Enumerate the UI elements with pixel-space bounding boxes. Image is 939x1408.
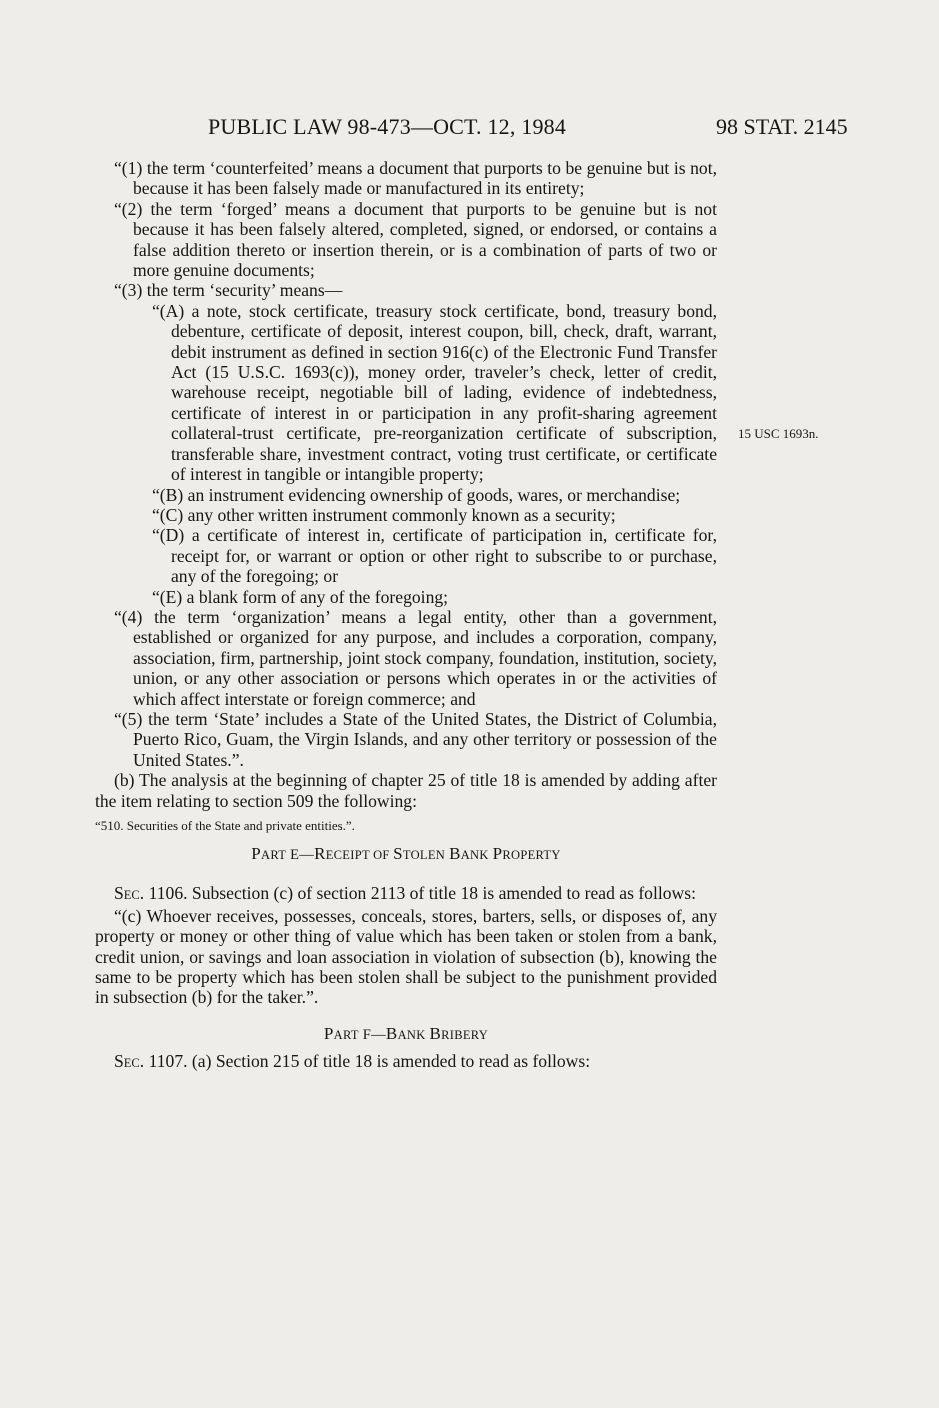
subsection-b-analysis: (b) The analysis at the beginning of chapter 25 of title 18 is amended by adding after the item relating to section 509 the following: — [95, 770, 717, 811]
margin-citation: 15 USC 1693n. — [738, 426, 819, 441]
analysis-item: “510. Securities of the State and private entities.”. — [95, 818, 355, 833]
section-label: SEC — [114, 883, 140, 904]
part-f-heading: PART F—BANK BRIBERY — [323, 1023, 489, 1043]
definition-organization: “(4) the term ‘organization’ means a legal entity, other than a government, established or organized for any purpose, and includes a corporation, company, association, firm, partnership, joint stock company, foundation, institution, society, union, or any other association or persons which operates in or the activities of which affect interstate or foreign commerce; and — [114, 606, 717, 709]
part-e-heading: PART E—RECEIPT OF STOLEN BANK PROPERTY — [251, 844, 561, 863]
security-clause-c: “(C) any other written instrument commonly known as a security; — [152, 504, 616, 525]
section-1107: SEC. 1107. (a) Section 215 of title 18 is amended to read as follows: — [114, 1051, 591, 1072]
security-clause-a: “(A) a note, stock certificate, treasury stock certificate, bond, treasury bond, debenture, certificate of deposit, interest coupon, bill, check, draft, warrant, debit instrument as defined in section 916(c) of the Electronic Fund Transfer Act (15 U.S.C. 1693(c)), money order, traveler’s check, letter of credit, warehouse receipt, negotiable bill of lading, evidence of indebtedness, certificate of interest in or participation in any profit-sharing agreement collateral-trust certificate, pre-reorganization certificate of subscription, transferable share, investment contract, voting trust certificate, or certificate of interest in tangible or intangible property; — [152, 300, 717, 485]
running-header-stat-page: 98 STAT. 2145 — [716, 114, 848, 139]
body-text — [95, 158, 717, 1074]
definition-counterfeited: “(1) the term ‘counterfeited’ means a document that purports to be genuine but is not, because it has been falsely made or manufactured in its entirety; — [114, 158, 717, 199]
section-label: SEC — [114, 1051, 140, 1072]
definition-security: “(3) the term ‘security’ means— — [114, 280, 343, 301]
running-header-title: PUBLIC LAW 98-473—OCT. 12, 1984 — [208, 114, 567, 139]
section-1106-subsection-c: “(c) Whoever receives, possesses, conceals, stores, barters, sells, or disposes of, any property or money or other thing of value which has been taken or stolen from a bank, credit union, or savings and loan association in violation of subsection (b), knowing the same to be property which has been stolen shall be subject to the punishment provided in subsection (b) for the taker.”. — [95, 905, 717, 1008]
security-clause-d: “(D) a certificate of interest in, certificate of participation in, certificate for, receipt for, or warrant or option or other right to subscribe to or purchase, any of the foregoing; or — [152, 525, 717, 587]
section-1106: SEC. 1106. Subsection (c) of section 2113 of title 18 is amended to read as follows: — [114, 883, 696, 904]
definition-state: “(5) the term ‘State’ includes a State of the United States, the District of Columbia, Puerto Rico, Guam, the Virgin Islands, and any other territory or possession of the United States.”. — [114, 708, 717, 770]
security-clause-b: “(B) an instrument evidencing ownership of goods, wares, or merchandise; — [152, 484, 681, 505]
definition-forged: “(2) the term ‘forged’ means a document that purports to be genuine but is not because it has been falsely altered, completed, signed, or endorsed, or contains a false addition thereto or insertion therein, or is a combination of parts of two or more genuine documents; — [114, 198, 717, 281]
security-clause-e: “(E) a blank form of any of the foregoing; — [152, 586, 449, 607]
